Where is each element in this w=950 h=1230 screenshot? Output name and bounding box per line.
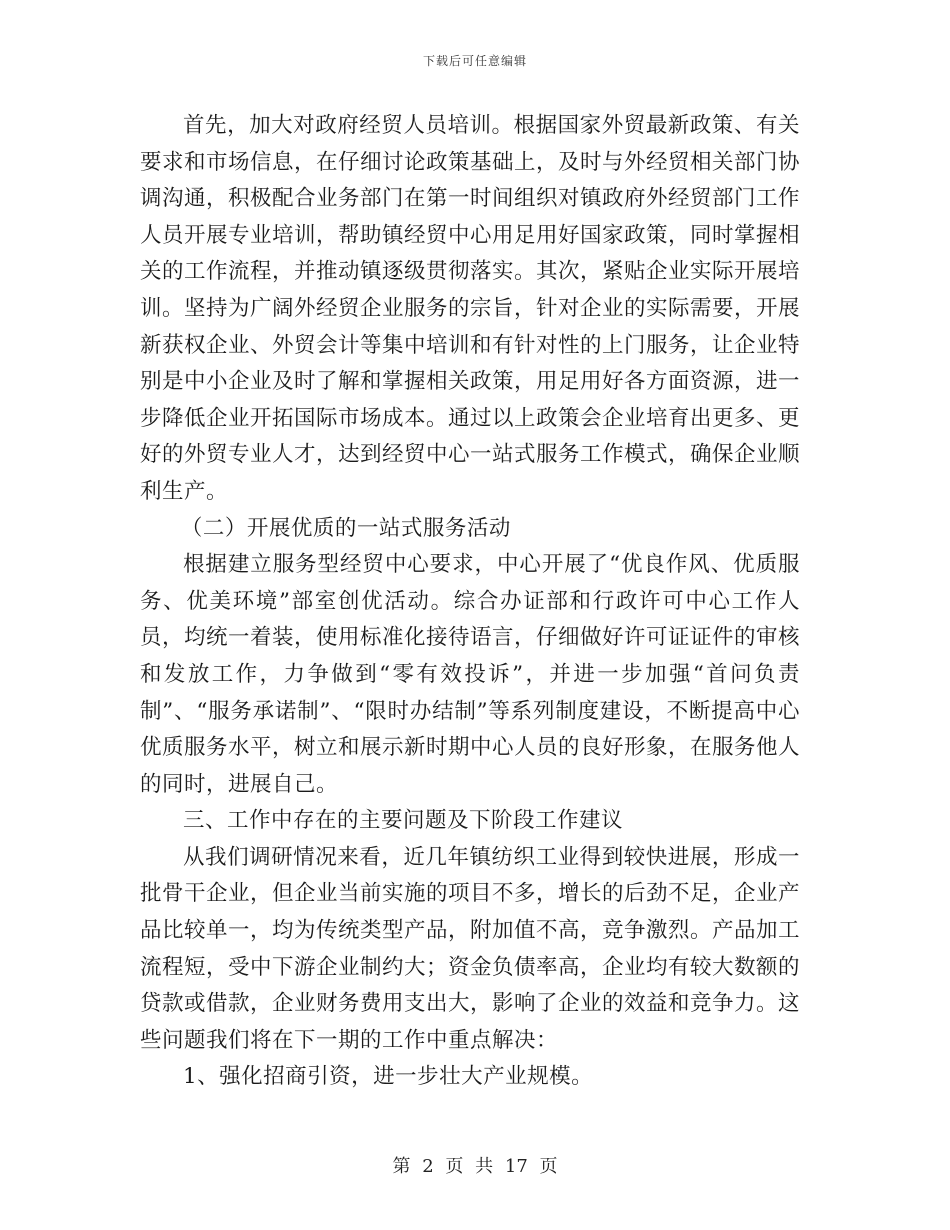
current-page-number: 2 bbox=[422, 1156, 434, 1177]
section-heading-problems: 三、工作中存在的主要问题及下阶段工作建议 bbox=[183, 808, 624, 834]
footer-total-label: 共 bbox=[475, 1156, 494, 1177]
section-heading-one-stop-service: （二）开展优质的一站式服务活动 bbox=[180, 515, 511, 541]
paragraph-problems: 从我们调研情况来看，近几年镇纺织工业得到较快进展，形成一批骨干企业，但企业当前实施的项目不多，增长的后劲不足，企业产品比较单一，均为传统类型产品，附加值不高，竞争激烈。产品加工流程短，受中下游企业制约大；资金负债率高，企业均有较大数额的贷款或借款，企业财务费用支出大，影响了企业的效益和竞争力。这些问题我们将在下一期的工作中重点解决： bbox=[140, 844, 801, 1053]
total-pages-number: 17 bbox=[504, 1156, 528, 1177]
paragraph-training: 首先，加大对政府经贸人员培训。根据国家外贸最新政策、有关要求和市场信息，在仔细讨论政策基础上，及时与外经贸相关部门协调沟通，积极配合业务部门在第一时间组织对镇政府外经贸部门工作人员开展专业培训，帮助镇经贸中心用足用好国家政策，同时掌握相关的工作流程，并推动镇逐级贯彻落实。其次，紧贴企业实际开展培训。坚持为广阔外经贸企业服务的宗旨，针对企业的实际需要，开展新获权企业、外贸会计等集中培训和有针对性的上门服务，让企业特别是中小企业及时了解和掌握相关政策，用足用好各方面资源，进一步降低企业开拓国际市场成本。通过以上政策会企业培育出更多、更好的外贸专业人才，达到经贸中心一站式服务工作模式，确保企业顺利生产。 bbox=[140, 113, 801, 504]
document-body bbox=[140, 108, 800, 1096]
footer-page-label: 页 bbox=[445, 1156, 464, 1177]
page-header: 下载后可任意编辑 bbox=[422, 54, 527, 68]
paragraph-service-activity: 根据建立服务型经贸中心要求，中心开展了“优良作风、优质服务、优美环境”部室创优活动。综合办证部和行政许可中心工作人员，均统一着装，使用标准化接待语言，仔细做好许可证证件的审核和发放工作，力争做到“零有效投诉”，并进一步加强“首问负责制”、“服务承诺制”、“限时办结制”等系列制度建设，不断提高中心优质服务水平，树立和展示新时期中心人员的良好形象，在服务他人的同时，进展自己。 bbox=[140, 552, 801, 797]
list-item-investment: 1、强化招商引资，进一步壮大产业规模。 bbox=[183, 1064, 594, 1090]
footer-prefix: 第 bbox=[392, 1156, 411, 1177]
footer-suffix: 页 bbox=[539, 1156, 558, 1177]
page-footer bbox=[0, 1152, 950, 1178]
